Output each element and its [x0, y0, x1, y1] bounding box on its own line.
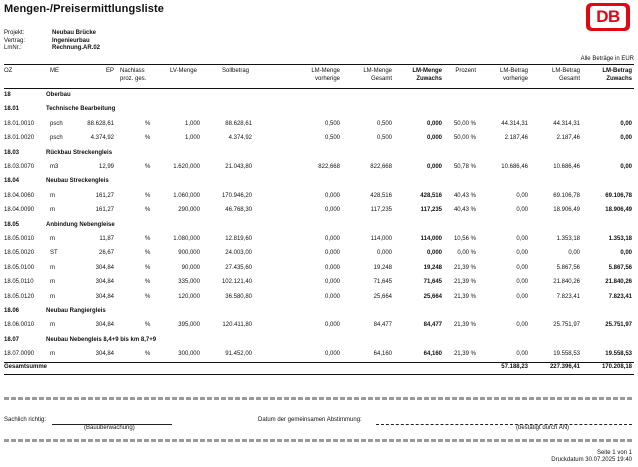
header-top-rule [4, 64, 634, 65]
cell-me: m [50, 351, 55, 358]
cell-ep: 304,84 [95, 322, 114, 329]
cell-nl: % [145, 351, 151, 358]
cell-nl: % [145, 264, 151, 271]
cell-ep: 161,27 [95, 192, 114, 199]
col-lm-menge-vorherige: LM-Menge vorherige [311, 68, 340, 82]
cell-me: m3 [50, 164, 59, 170]
cell-lmz: 0,000 [426, 135, 442, 142]
sig-right-label: Datum der gemeinsamen Abstimmung: [258, 417, 362, 423]
cell-lmz: 114,000 [420, 236, 442, 242]
table-row [0, 250, 638, 262]
section-number: 18.06 [4, 308, 20, 314]
cell-lbv: 2.187,46 [504, 135, 528, 142]
meta-lmnr: LmNr.: Rechnung.AR.02 [4, 45, 101, 51]
col-sollbetrag: Sollbetrag [222, 68, 250, 74]
total-top-rule [4, 362, 634, 363]
cell-lmv: 0,000 [324, 236, 340, 242]
cell-ep: 161,27 [95, 207, 114, 214]
cell-proz: 21,39 % [453, 264, 476, 271]
cell-lbg: 10.686,46 [553, 164, 580, 170]
cell-me: m [50, 207, 55, 214]
cell-lmv: 0,000 [324, 192, 340, 199]
cell-ep: 88.628,61 [87, 120, 114, 127]
cell-lbg: 7.823,41 [556, 293, 580, 300]
section-row [0, 106, 638, 118]
cell-nl: % [145, 250, 151, 257]
table-row [0, 294, 638, 306]
total-bottom-rule [4, 374, 634, 375]
cell-lmg: 0,500 [376, 120, 392, 127]
cell-soll: 170.946,20 [221, 192, 252, 199]
cell-me: ST [50, 250, 58, 257]
cell-lmz: 428,516 [420, 192, 442, 199]
col-lm-betrag-gesamt: LM-Betrag Gesamt [551, 68, 580, 82]
cell-lbg: 0,00 [568, 250, 580, 257]
cell-lmz: 71,645 [423, 279, 442, 286]
cell-lv: 335,000 [178, 279, 200, 286]
cell-lbv: 0,00 [516, 250, 528, 257]
cell-lv: 900,000 [178, 250, 200, 257]
cell-lmv: 822,668 [318, 164, 340, 170]
cell-lbv: 0,00 [516, 192, 528, 199]
cell-lmv: 0,500 [324, 120, 340, 127]
section-title: Neubau Rangiergleis [46, 308, 106, 314]
cell-lbz: 18.906,49 [605, 207, 632, 214]
cell-lv: 90,000 [181, 264, 200, 271]
cell-lbz: 25.751,97 [605, 322, 632, 329]
section-number: 18.05 [4, 221, 20, 228]
cell-oz: 18.05.0020 [4, 250, 35, 257]
cell-me: psch [50, 120, 63, 127]
section-row [0, 92, 638, 104]
col-lm-betrag-vorherige: LM-Betrag vorherige [499, 68, 528, 82]
cell-lbv: 10.686,46 [501, 164, 528, 170]
cell-lmv: 0,000 [324, 279, 340, 286]
page-number: Seite 1 von 1 [596, 450, 632, 456]
cell-lbv: 0,00 [516, 293, 528, 300]
cell-lmg: 19,248 [373, 264, 392, 271]
cell-soll: 21.043,80 [225, 164, 252, 170]
cell-lmv: 0,000 [324, 264, 340, 271]
col-lm-menge-zuwachs: LM-Menge Zuwachs [412, 68, 442, 82]
cell-oz: 18.05.0010 [4, 236, 35, 242]
col-ep: EP [105, 68, 114, 74]
section-row [0, 308, 638, 320]
cell-lbv: 0,00 [516, 322, 528, 329]
cell-nl: % [145, 236, 151, 242]
cell-lbz: 0,00 [620, 164, 632, 170]
cell-nl: % [145, 120, 151, 127]
cell-nl: % [145, 322, 151, 329]
section-row [0, 178, 638, 190]
cell-lv: 300,000 [178, 351, 200, 358]
cell-proz: 40,43 % [453, 192, 476, 199]
cell-lmv: 0,000 [324, 207, 340, 214]
cell-oz: 18.05.0120 [4, 293, 35, 300]
table-row [0, 279, 638, 291]
cell-lv: 1,000 [184, 120, 200, 127]
cell-nl: % [145, 164, 151, 170]
cell-lbz: 0,00 [620, 250, 632, 257]
cell-lmg: 64,160 [373, 351, 392, 358]
cell-nl: % [145, 293, 151, 300]
cell-proz: 21,39 % [453, 293, 476, 300]
cell-lv: 120,000 [178, 293, 200, 300]
col-lv-menge: LV-Menge [170, 68, 197, 74]
total-lm-betrag-zuwachs: 170.208,18 [601, 364, 632, 370]
cell-lmv: 0,000 [324, 351, 340, 358]
table-row [0, 265, 638, 277]
cell-proz: 21,39 % [453, 322, 476, 329]
col-lm-menge-gesamt: LM-Menge Gesamt [363, 68, 392, 82]
cell-proz: 50,00 % [453, 135, 476, 142]
table-row [0, 135, 638, 147]
cell-lmz: 0,000 [426, 120, 442, 127]
cell-lmg: 25,664 [373, 293, 392, 300]
cell-lbz: 1.353,18 [608, 236, 632, 242]
cell-soll: 46.768,30 [225, 207, 252, 214]
cell-lmg: 0,000 [376, 250, 392, 257]
section-number: 18.03 [4, 149, 20, 156]
col-lm-betrag-zuwachs: LM-Betrag Zuwachs [602, 68, 632, 82]
cell-soll: 4.374,92 [228, 135, 252, 142]
total-lm-betrag-vorherige: 57.188,23 [501, 364, 528, 370]
cell-lmg: 114,000 [370, 236, 392, 242]
cell-lbg: 1.353,18 [556, 236, 580, 242]
cell-soll: 12.819,60 [225, 236, 252, 242]
cell-oz: 18.07.0090 [4, 351, 35, 358]
meta-vertrag: Vertrag: Ingenieurbau [4, 37, 90, 44]
cell-ep: 12,99 [98, 164, 114, 170]
total-label: Gesamtsumme [4, 364, 48, 370]
cell-lmz: 0,000 [426, 250, 442, 257]
cell-nl: % [145, 192, 151, 199]
cell-lbv: 0,00 [516, 279, 528, 286]
table-row [0, 236, 638, 248]
cell-proz: 0,00 % [457, 250, 476, 257]
cell-lbg: 18.906,49 [553, 207, 580, 214]
header-bottom-rule [4, 88, 634, 89]
cell-lbz: 5.867,56 [608, 264, 632, 271]
cell-proz: 21,39 % [453, 279, 476, 286]
cell-lmv: 0,500 [324, 135, 340, 142]
table-row [0, 164, 638, 176]
cell-lv: 1.060,000 [173, 192, 200, 199]
cell-lbz: 0,00 [620, 135, 632, 142]
col-nachlass: Nachlass proz. ges. [120, 68, 147, 82]
cell-lbz: 0,00 [620, 120, 632, 127]
cell-soll: 24.003,00 [225, 250, 252, 257]
section-title: Anbindung Nebengleise [46, 221, 115, 228]
page-title: Mengen-/Preisermittlungsliste [4, 3, 164, 15]
cell-soll: 120.411,80 [222, 322, 252, 329]
cell-lmg: 84,477 [373, 322, 392, 329]
section-title: Neubau Streckengleis [46, 178, 109, 185]
section-row [0, 337, 638, 349]
cell-me: m [50, 322, 55, 329]
cell-lbv: 0,00 [516, 236, 528, 242]
cell-lmz: 84,477 [423, 322, 442, 329]
cell-me: m [50, 264, 55, 271]
cell-lbv: 0,00 [516, 207, 528, 214]
cell-proz: 50,00 % [453, 120, 476, 127]
cell-proz: 10,56 % [453, 236, 476, 242]
cell-oz: 18.04.0090 [4, 207, 35, 214]
cell-lv: 395,000 [178, 322, 200, 329]
cell-me: m [50, 293, 55, 300]
cell-proz: 50,78 % [453, 164, 476, 170]
cell-lmv: 0,000 [324, 322, 340, 329]
cell-me: m [50, 236, 55, 242]
cell-lbg: 44.314,31 [553, 120, 580, 127]
cell-soll: 36.580,80 [225, 293, 252, 300]
cell-oz: 18.05.0110 [4, 279, 34, 286]
section-number: 18 [4, 92, 11, 98]
cell-lbv: 0,00 [516, 264, 528, 271]
db-logo [586, 3, 630, 31]
cell-oz: 18.03.0070 [4, 164, 35, 170]
cell-nl: % [145, 279, 151, 286]
sig-left-label: Sachlich richtig: [4, 417, 47, 423]
cell-lmz: 25,664 [423, 293, 442, 300]
cell-ep: 304,84 [95, 351, 114, 358]
col-prozent: Prozent [455, 68, 476, 74]
cell-me: m [50, 192, 55, 199]
cell-lbg: 19.558,53 [553, 351, 580, 358]
cell-ep: 304,84 [95, 293, 114, 300]
cell-soll: 88.628,61 [225, 120, 252, 127]
col-oz: OZ [4, 68, 13, 74]
cell-lv: 290,000 [178, 207, 200, 214]
cell-lbv: 44.314,31 [501, 120, 528, 127]
cell-lbg: 21.840,26 [553, 279, 580, 286]
cell-nl: % [145, 135, 151, 142]
cell-proz: 21,39 % [453, 351, 476, 358]
cell-oz: 18.06.0010 [4, 322, 35, 329]
cell-nl: % [145, 207, 151, 214]
cell-lbg: 2.187,46 [556, 135, 580, 142]
cell-ep: 4.374,92 [90, 135, 114, 142]
cell-lbv: 0,00 [516, 351, 528, 358]
cell-lmz: 64,160 [423, 351, 442, 358]
cell-lbg: 5.867,56 [556, 264, 580, 271]
cell-me: psch [50, 135, 63, 142]
cell-lbz: 21.840,26 [605, 279, 632, 286]
section-title: Neubau Nebengleis 8,4+9 bis km 8,7+9 [46, 336, 157, 343]
cell-lmv: 0,000 [324, 250, 340, 257]
cell-lmz: 117,235 [420, 207, 442, 214]
divider-bar-bottom [4, 439, 634, 442]
cell-lv: 1,000 [184, 135, 200, 142]
table-row [0, 207, 638, 219]
cell-lmg: 0,500 [376, 135, 392, 142]
cell-lmg: 428,516 [370, 192, 392, 199]
cell-ep: 11,87 [99, 236, 114, 242]
cell-lmg: 822,668 [370, 164, 392, 170]
sig-right-line [376, 424, 632, 425]
cell-lbz: 69.106,78 [605, 192, 632, 199]
cell-lmv: 0,000 [324, 293, 340, 300]
cell-ep: 304,84 [95, 279, 114, 286]
cell-lv: 1.620,000 [173, 164, 200, 170]
section-number: 18.07 [4, 336, 20, 343]
cell-soll: 27.435,60 [225, 264, 252, 271]
section-title: Technische Bearbeitung [46, 106, 116, 113]
cell-lbg: 25.751,97 [553, 322, 580, 329]
sig-left-caption: (Bauüberwachung) [84, 425, 135, 431]
cell-lmz: 19,248 [423, 264, 442, 271]
table-row [0, 121, 638, 133]
table-row [0, 193, 638, 205]
meta-projekt: Projekt: Neubau Brücke [4, 30, 97, 36]
cell-oz: 18.01.0020 [4, 135, 35, 142]
document-meta [4, 30, 100, 53]
db-logo-text: DB [590, 6, 626, 28]
cell-ep: 26,67 [98, 250, 114, 257]
cell-lmz: 0,000 [426, 164, 442, 170]
cell-me: m [50, 279, 55, 286]
cell-ep: 304,84 [95, 264, 114, 271]
section-number: 18.04 [4, 178, 20, 185]
print-date: Druckdatum 30.07.2025 19:40 [551, 457, 632, 463]
cell-soll: 102.121,40 [221, 279, 252, 286]
currency-note: Alle Beträge in EUR [580, 56, 634, 62]
col-me: ME [50, 68, 59, 74]
section-title: Rückbau Streckengleis [46, 149, 113, 156]
cell-oz: 18.04.0060 [4, 192, 35, 199]
cell-oz: 18.05.0100 [4, 264, 35, 271]
section-number: 18.01 [4, 106, 20, 113]
cell-lmg: 71,645 [373, 279, 392, 286]
table-row [0, 322, 638, 334]
sig-right-caption: (bestätigt durch AN) [516, 425, 570, 431]
cell-lbz: 19.558,53 [605, 351, 632, 358]
section-title: Oberbau [46, 92, 71, 98]
section-row [0, 222, 638, 234]
cell-soll: 91.452,00 [225, 351, 252, 358]
cell-oz: 18.01.0010 [4, 120, 35, 127]
divider-bar-top [4, 397, 634, 400]
total-lm-betrag-gesamt: 227.396,41 [549, 364, 580, 370]
cell-lv: 1.080,000 [173, 236, 200, 242]
cell-lmg: 117,235 [370, 207, 392, 214]
section-row [0, 150, 638, 162]
cell-lbg: 69.106,78 [553, 192, 580, 199]
cell-lbz: 7.823,41 [608, 293, 632, 300]
cell-proz: 40,43 % [453, 207, 476, 214]
